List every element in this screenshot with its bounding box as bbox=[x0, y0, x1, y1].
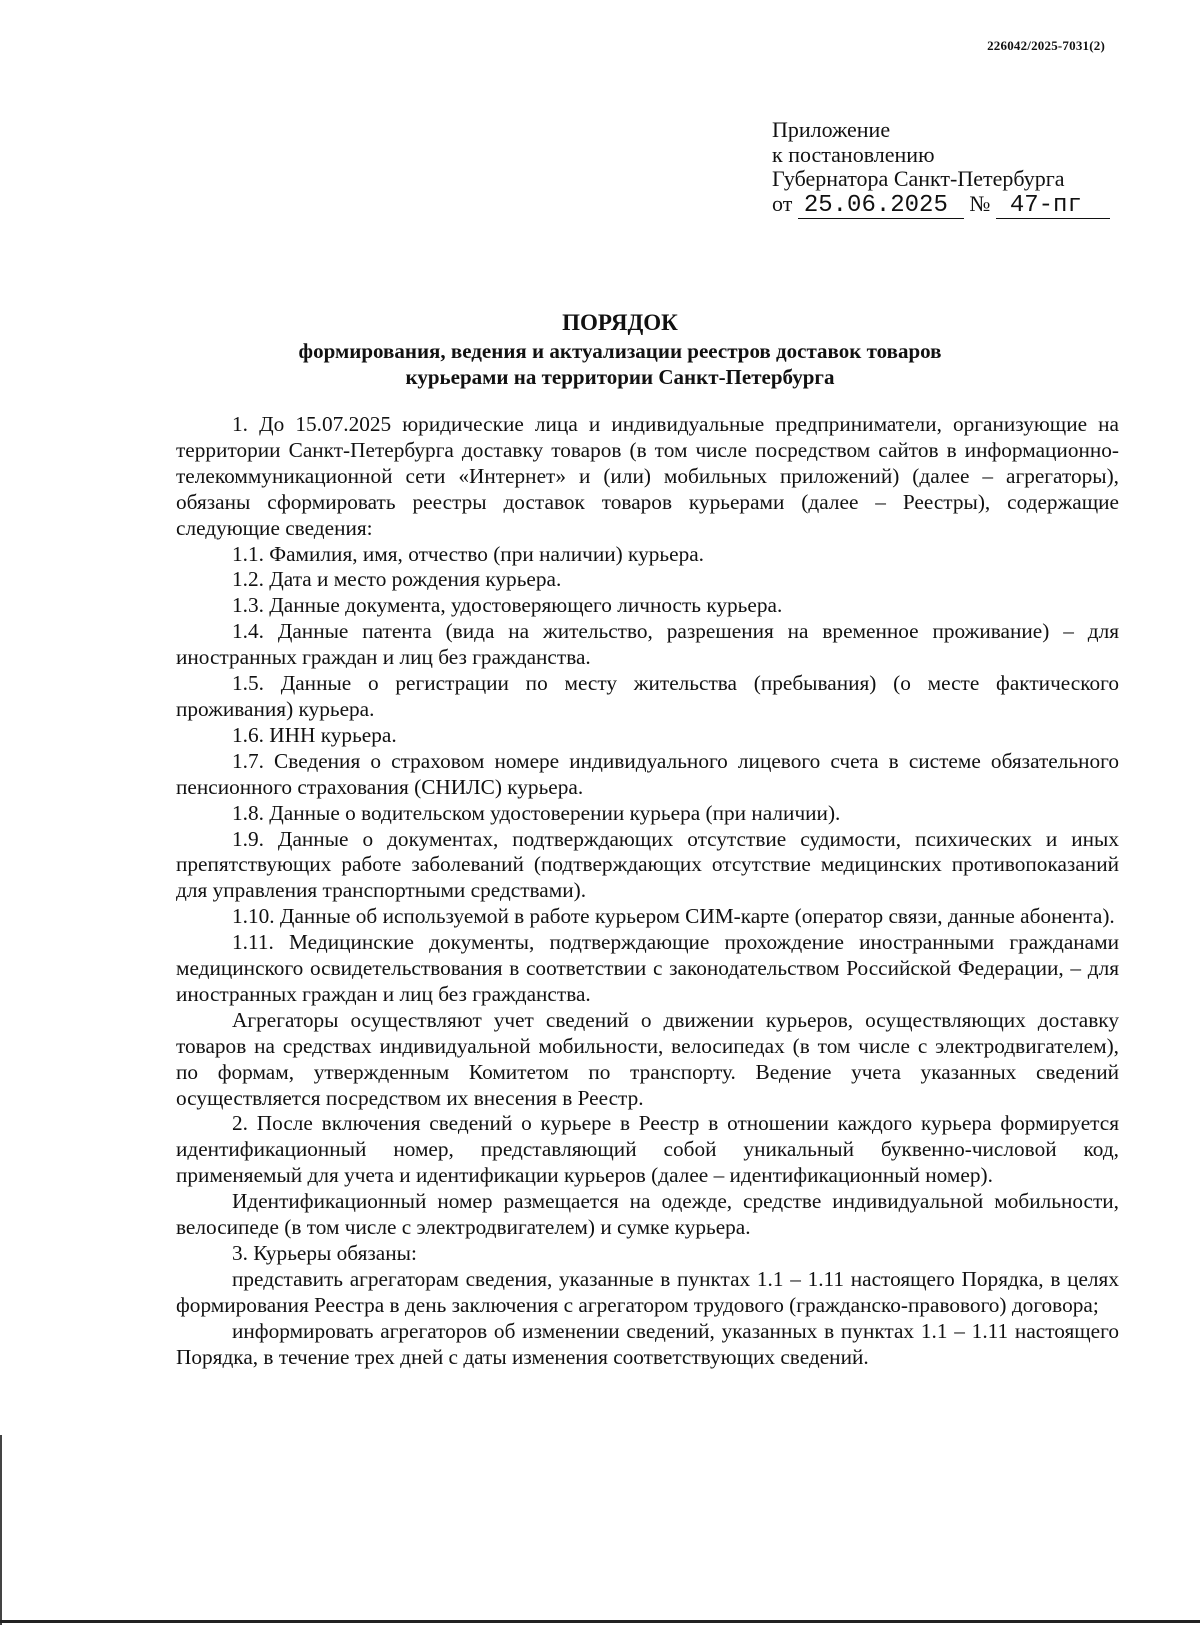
appendix-authority: Губернатора Санкт-Петербурга bbox=[772, 166, 1065, 191]
from-label: от bbox=[772, 190, 793, 216]
title-subtitle-line-2: курьерами на территории Санкт-Петербурга bbox=[405, 365, 835, 389]
title-main: ПОРЯДОК bbox=[562, 310, 678, 335]
document-registration-number: 226042/2025-7031(2) bbox=[987, 38, 1105, 53]
document-body bbox=[176, 412, 1119, 1371]
paragraph-1-1: 1.1. Фамилия, имя, отчество (при наличии) курьера. bbox=[232, 541, 704, 566]
paragraph-id-placement: Идентификационный номер размещается на одежде, средстве индивидуальной мобильности, велосипеде (в том числе с электродвигателем) и сумке курьера. bbox=[176, 1189, 1119, 1240]
scan-bottom-edge bbox=[0, 1620, 1200, 1623]
paragraph-3-provide: представить агрегаторам сведения, указанные в пунктах 1.1 – 1.11 настоящего Порядка, в целях формирования Реестра в день заключения с агрегатором трудового (гражданско-правового) договора; bbox=[176, 1266, 1119, 1317]
number-label: № bbox=[969, 190, 991, 216]
appendix-block bbox=[772, 118, 1110, 219]
paragraph-1: 1. До 15.07.2025 юридические лица и индивидуальные предприниматели, организующие на территории Санкт-Петербурга доставку товаров (в том числе посредством сайтов в информационно-телекоммуникационной сети «Интернет» и (или) мобильных приложений) (далее – агрегаторы), обязаны сформировать реестры доставок товаров курьерами (далее – Реестры), содержащие следующие сведения: bbox=[176, 412, 1119, 540]
appendix-title: Приложение bbox=[772, 117, 891, 142]
appendix-date-number-line bbox=[772, 192, 1110, 219]
paragraph-1-2: 1.2. Дата и место рождения курьера. bbox=[232, 567, 562, 592]
scan-edge-mark bbox=[0, 1435, 2, 1625]
paragraph-1-11: 1.11. Медицинские документы, подтверждающие прохождение иностранными гражданами медицинского освидетельствования в соответствии с законодательством Российской Федерации, – для иностранных граждан и лиц без гражданства. bbox=[176, 930, 1119, 1006]
paragraph-1-6: 1.6. ИНН курьера. bbox=[232, 722, 397, 747]
document-title bbox=[150, 310, 1090, 390]
decree-date: 25.06.2025 bbox=[798, 194, 964, 219]
paragraph-1-9: 1.9. Данные о документах, подтверждающих отсутствие судимости, психических и иных препятствующих работе заболеваний (подтверждающих отсутствие медицинских противопоказаний для управления транспортными средствами). bbox=[176, 826, 1119, 903]
paragraph-2: 2. После включения сведений о курьере в Реестр в отношении каждого курьера формируется идентификационный номер, представляющий собой уникальный буквенно-числовой код, применяемый для учета и идентификации курьеров (далее – идентификационный номер). bbox=[176, 1111, 1119, 1188]
paragraph-1-8: 1.8. Данные о водительском удостоверении курьера (при наличии). bbox=[232, 800, 841, 825]
paragraph-aggregators-accounting: Агрегаторы осуществляют учет сведений о движении курьеров, осуществляющих доставку товаров на средствах индивидуальной мобильности, велосипедах (в том числе с электродвигателем), по формам, утвержденным Комитетом по транспорту. Ведение учета указанных сведений осуществляется посредством их внесения в Реестр. bbox=[176, 1007, 1119, 1110]
paragraph-1-10: 1.10. Данные об используемой в работе курьером СИМ-карте (оператор связи, данные абонента). bbox=[232, 904, 1115, 929]
paragraph-3-inform: информировать агрегаторов об изменении сведений, указанных в пунктах 1.1 – 1.11 настоящего Порядка, в течение трех дней с даты изменения соответствующих сведений. bbox=[176, 1318, 1119, 1369]
paragraph-1-4: 1.4. Данные патента (вида на жительство, разрешения на временное проживание) – для иностранных граждан и лиц без гражданства. bbox=[176, 619, 1119, 670]
title-subtitle-line-1: формирования, ведения и актуализации реестров доставок товаров bbox=[298, 339, 942, 363]
paragraph-1-7: 1.7. Сведения о страховом номере индивидуального лицевого счета в системе обязательного пенсионного страхования (СНИЛС) курьера. bbox=[176, 748, 1119, 799]
paragraph-3: 3. Курьеры обязаны: bbox=[232, 1241, 417, 1265]
appendix-reference: к постановлению bbox=[772, 141, 935, 167]
decree-number: 47-пг bbox=[996, 194, 1110, 219]
paragraph-1-5: 1.5. Данные о регистрации по месту жительства (пребывания) (о месте фактического проживания) курьера. bbox=[176, 671, 1119, 721]
paragraph-1-3: 1.3. Данные документа, удостоверяющего личность курьера. bbox=[232, 593, 783, 618]
